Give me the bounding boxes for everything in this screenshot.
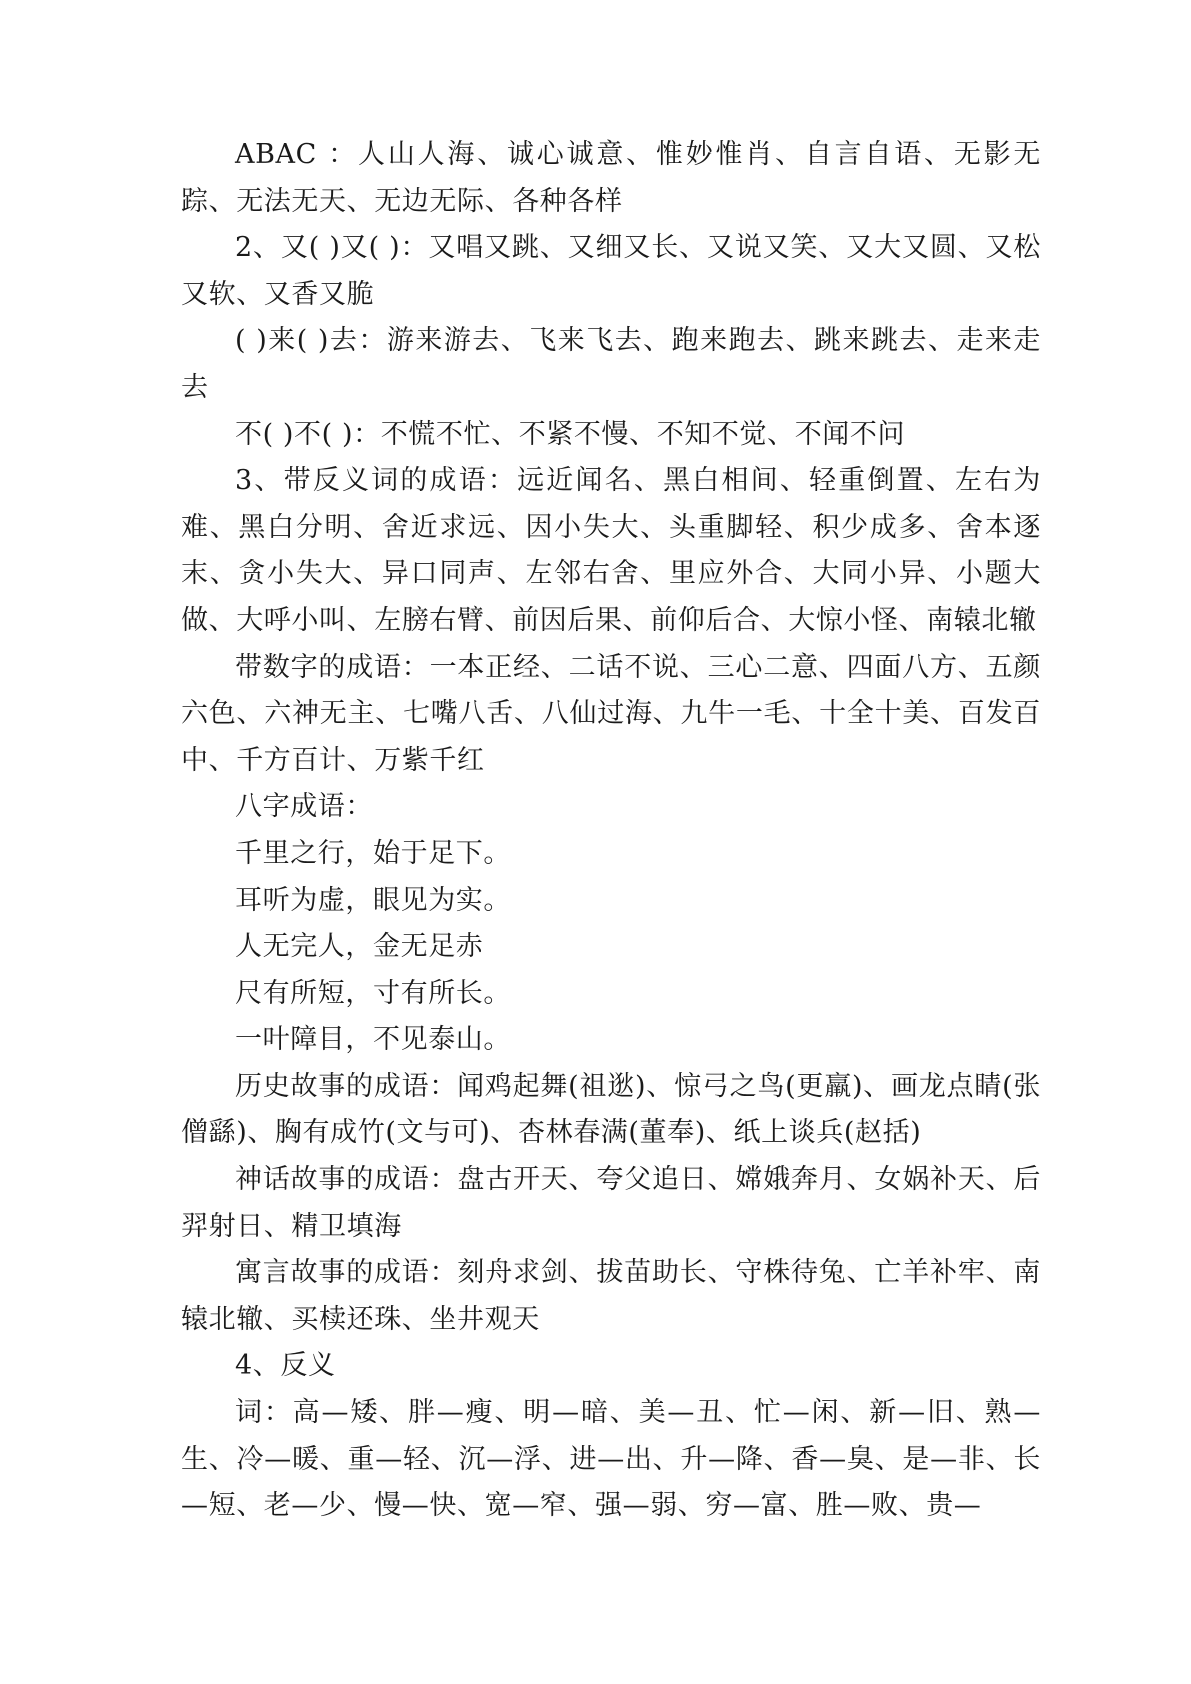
paragraph-fable-idioms: 寓言故事的成语：刻舟求剑、拔苗助长、守株待兔、亡羊补牢、南辕北辙、买椟还珠、坐井观天	[181, 1257, 1041, 1335]
paragraph-proverb-4: 尺有所短，寸有所长。	[235, 977, 511, 1009]
paragraph-history-idioms: 历史故事的成语：闻鸡起舞(祖逖)、惊弓之鸟(更羸)、画龙点睛(张僧繇)、胸有成竹(文与可)、杏林春满(董奉)、纸上谈兵(赵括)	[181, 1070, 1041, 1149]
paragraph-antonym-idioms: 3、带反义词的成语：远近闻名、黑白相间、轻重倒置、左右为难、黑白分明、舍近求远、因小失大、头重脚轻、积少成多、舍本逐末、贪小失大、异口同声、左邻右舍、里应外合、大同小异、小题大做、大呼小叫、左膀右臂、前因后果、前仰后合、大惊小怪、南辕北辙	[181, 465, 1041, 636]
paragraph-eight-char-heading: 八字成语：	[235, 791, 373, 823]
paragraph-antonym-heading: 4、反义	[235, 1350, 336, 1382]
paragraph-proverb-3: 人无完人，金无足赤	[235, 931, 484, 963]
paragraph-proverb-1: 千里之行，始于足下。	[235, 837, 511, 869]
paragraph-abac-idioms: ABAC ：人山人海、诚心诚意、惟妙惟肖、自言自语、无影无踪、无法无天、无边无际、各种各样	[181, 139, 1041, 217]
paragraph-myth-idioms: 神话故事的成语：盘古开天、夸父追日、嫦娥奔月、女娲补天、后羿射日、精卫填海	[181, 1164, 1041, 1242]
paragraph-bu-bu-idioms: 不( )不( )：不慌不忙、不紧不慢、不知不觉、不闻不问	[235, 418, 906, 450]
document-body	[181, 132, 1041, 1530]
paragraph-lai-qu-idioms: ( )来( )去：游来游去、飞来飞去、跑来跑去、跳来跳去、走来走去	[181, 325, 1041, 403]
paragraph-antonym-words: 词：高—矮、胖—瘦、明—暗、美—丑、忙—闲、新—旧、熟—生、冷—暖、重—轻、沉—浮、进—出、升—降、香—臭、是—非、长—短、老—少、慢—快、宽—窄、强—弱、穷—富、胜—败、贵—	[181, 1397, 1041, 1522]
paragraph-you-you-idioms: 2、又( )又( )：又唱又跳、又细又长、又说又笑、又大又圆、又松又软、又香又脆	[181, 232, 1041, 310]
paragraph-number-idioms: 带数字的成语：一本正经、二话不说、三心二意、四面八方、五颜六色、六神无主、七嘴八舌、八仙过海、九牛一毛、十全十美、百发百中、千方百计、万紫千红	[181, 651, 1041, 776]
paragraph-proverb-2: 耳听为虚，眼见为实。	[235, 884, 511, 916]
paragraph-proverb-5: 一叶障目，不见泰山。	[235, 1024, 511, 1056]
